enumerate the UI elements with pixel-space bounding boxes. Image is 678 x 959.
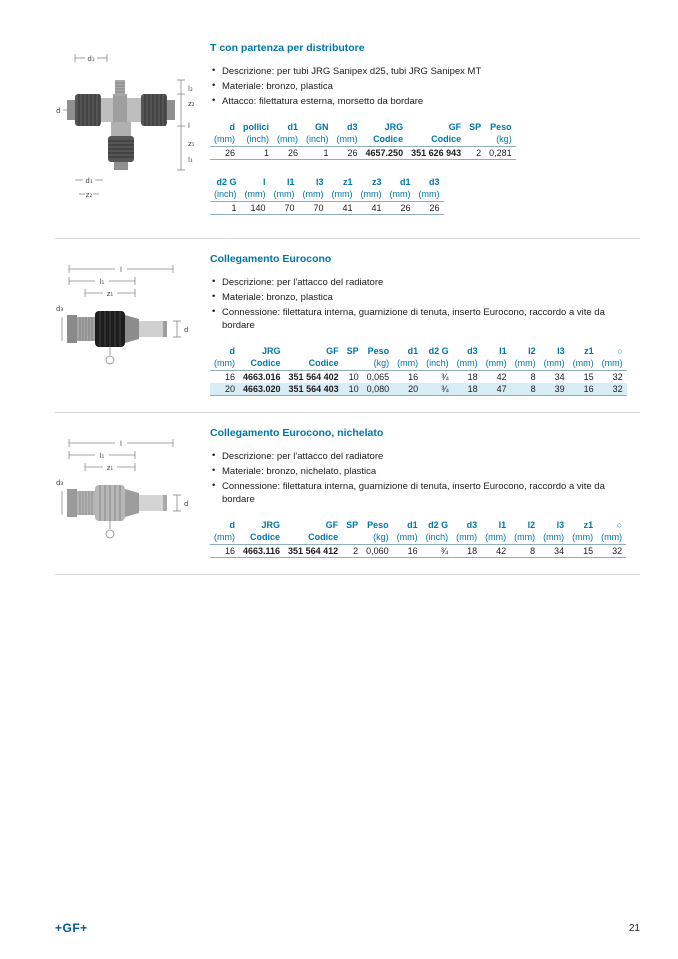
section-heading: T con partenza per distributore [210,42,365,54]
column-header: (inch) [210,188,241,202]
column-header: (mm) [393,531,422,545]
table-row [210,371,627,384]
table-cell: 32 [612,372,623,382]
column-header: ○ [617,346,623,356]
table-cell: 351 626 943 [407,147,465,160]
section-divider [55,574,640,575]
table-cell: 351 564 403 [285,383,343,396]
column-header: d3 [429,177,440,187]
dim-label: d₃ [56,305,64,313]
column-header: JRG [261,520,281,530]
column-header: Peso [490,122,512,132]
dim-label: l₁ [99,278,105,286]
column-header: (mm) [597,531,626,545]
column-header: d2 G [428,346,449,356]
dim-label: l [120,440,122,448]
table-cell: 18 [452,545,481,558]
table-cell: ¾ [422,383,453,396]
dim-label: l [120,266,122,274]
column-header: (mm) [299,188,328,202]
column-header: GN [315,122,329,132]
table-cell: 8 [511,383,540,396]
bullet-item: • Descrizione: per l'attacco del radiatore [210,276,630,289]
column-header: d3 [466,520,478,530]
table-cell: 34 [554,372,565,382]
spec-table-main [210,121,516,160]
dim-label: l₁ [99,452,105,460]
table-cell: 16 [393,545,422,558]
column-header: (inch) [422,531,453,545]
table-row [210,545,626,558]
column-header: pollici [243,122,270,132]
column-header: Peso [367,346,390,356]
technical-drawing-eurocono [55,253,210,376]
table-cell: 26 [415,202,444,215]
column-header: ○ [616,520,623,530]
column-header: (mm) [270,188,299,202]
column-header: (mm) [568,531,597,545]
table-cell: 0,080 [363,383,394,396]
column-header: d [229,520,235,530]
eurocono-nichelato-drawing [55,433,200,545]
table-cell: 351 564 412 [284,545,342,558]
table-cell: 15 [568,545,597,558]
dim-label: z₁ [188,140,195,148]
table-cell: 4663.116 [239,545,284,558]
table-cell: 1 [302,147,333,160]
column-header: (mm) [481,531,510,545]
bullet-item: • Attacco: filettatura esterna, morsetto da bordare [210,95,630,108]
table-cell: 41 [328,202,357,215]
bullet-item: • Descrizione: per tubi JRG Sanipex d25, tubi JRG Sanipex MT [210,65,630,78]
dim-label: z₁ [106,464,114,472]
table-cell: 26 [386,202,415,215]
bullet-item: • Materiale: bronzo, plastica [210,291,630,304]
column-header: d [229,346,235,356]
table-cell: 20 [393,383,422,396]
table-cell: 1 [239,147,273,160]
table-cell: 41 [357,202,386,215]
column-header: d1 [407,520,418,530]
column-header: l [263,177,266,187]
column-header: (mm) [210,133,239,147]
column-header: l1 [498,520,507,530]
dim-label: d₁ [87,55,95,63]
column-header: d2 G [216,177,237,187]
section-divider [55,412,640,413]
dim-label: z₂ [85,191,93,199]
gf-logo: +GF+ [55,921,88,935]
dim-label: z₂ [188,100,195,108]
spec-table-dimensions [210,176,444,215]
table-cell: 26 [210,147,239,160]
column-header [342,531,362,545]
column-header: (mm) [210,531,239,545]
column-header: SP [346,520,359,530]
column-header: Codice [284,531,342,545]
table-cell: 18 [453,383,482,396]
column-header: JRG [384,122,404,132]
table-cell: 26 [273,147,302,160]
table-cell: 42 [481,545,510,558]
column-header: (mm) [386,188,415,202]
eurocono-drawing [55,259,200,371]
column-header: z1 [343,177,353,187]
table-cell: 32 [598,383,627,396]
table-cell: 10 [343,383,363,396]
column-header: (mm) [511,357,540,371]
table-cell: 1 [210,202,241,215]
table-cell: 20 [210,383,239,396]
bullet-list [210,276,630,332]
column-header: z3 [372,177,382,187]
column-header: (mm) [328,188,357,202]
bullet-item: • Connessione: filettatura interna, guarnizione di tenuta, inserto Eurocono, raccordo a vite da bordare [210,306,630,332]
column-header: (inch) [302,133,333,147]
column-header: Codice [239,357,285,371]
column-header: Codice [285,357,343,371]
table-cell: 16 [224,372,235,382]
column-header: d3 [467,346,478,356]
column-header: z1 [583,520,594,530]
column-header: (mm) [482,357,511,371]
bullet-item: • Materiale: bronzo, plastica [210,80,630,93]
dim-label: l₂ [188,85,193,93]
table-row [210,202,444,215]
column-header: GF [325,520,339,530]
column-header: l1 [499,346,507,356]
spec-table-main [210,519,626,558]
table-cell: 18 [467,372,478,382]
section-heading: Collegamento Eurocono, nichelato [210,427,384,439]
column-header: SP [469,122,482,132]
column-header: (inch) [239,133,273,147]
table-cell: 16 [408,372,419,382]
table-cell: 47 [482,383,511,396]
dim-label: d [184,500,189,508]
column-header: (kg) [485,133,516,147]
table-cell: 2 [465,147,485,160]
table-cell: 0,281 [485,147,516,160]
column-header: (mm) [598,357,627,371]
page-number: 21 [628,922,640,934]
table-cell: 16 [569,383,598,396]
table-cell: 0,060 [362,545,393,558]
table-cell: 39 [540,383,569,396]
column-header: GF [326,346,339,356]
column-header: d1 [287,122,299,132]
column-header: l3 [316,177,324,187]
technical-drawing-eurocono-nichelato [55,427,210,550]
table-row [210,147,516,160]
column-header [465,133,485,147]
column-header: d1 [407,346,419,356]
column-header: z1 [584,346,594,356]
column-header: (mm) [453,357,482,371]
column-header: d1 [400,177,411,187]
column-header: l3 [556,520,565,530]
table-cell: 32 [597,545,626,558]
column-header: l1 [287,177,295,187]
table-cell: 2 [342,545,362,558]
table-cell: 26 [333,147,362,160]
table-cell: 34 [539,545,568,558]
section-divider [55,238,640,239]
dim-label: z₁ [106,290,114,298]
column-header: (mm) [452,531,481,545]
table-cell: ¾ [441,372,449,382]
column-header: (mm) [569,357,598,371]
column-header: (mm) [357,188,386,202]
column-header: Codice [362,133,408,147]
section-heading: Collegamento Eurocono [210,253,332,265]
column-header: (mm) [539,531,568,545]
dim-label: d [56,107,61,115]
column-header: Peso [367,520,389,530]
column-header: (mm) [241,188,270,202]
column-header: (mm) [510,531,539,545]
column-header: l2 [528,346,536,356]
table-cell: ¾ [422,545,453,558]
column-header: d [229,122,235,132]
column-header: Codice [407,133,465,147]
column-header: d2 G [428,520,449,530]
column-header: (mm) [333,133,362,147]
table-cell: 0,065 [366,372,390,382]
table-cell: 8 [530,372,536,382]
dim-label: l [188,122,190,130]
column-header: Codice [239,531,284,545]
spec-table-main [210,345,627,396]
table-cell: 10 [348,372,359,382]
dim-label: d [184,326,189,334]
bullet-item: • Materiale: bronzo, nichelato, plastica [210,465,630,478]
table-cell: 70 [299,202,328,215]
table-cell: 16 [210,545,239,558]
table-cell: 4663.020 [239,383,285,396]
column-header: (mm) [210,357,239,371]
column-header: (mm) [393,357,422,371]
bullet-list [210,65,630,108]
table-cell: 4663.016 [243,372,281,382]
page-footer [55,921,640,935]
table-cell: 4657.250 [362,147,408,160]
section-t-distributore [55,42,640,238]
bullet-item: • Connessione: filettatura interna, guarnizione di tenuta, inserto Eurocono, raccordo a vite da bordare [210,480,630,506]
column-header: GF [448,122,462,132]
column-header: l2 [527,520,536,530]
dim-label: d₃ [56,479,64,487]
technical-drawing-t-fitting [55,42,210,218]
section-eurocono-nichelato [55,427,640,574]
column-header: (inch) [422,357,453,371]
column-header: (kg) [362,531,393,545]
t-fitting-drawing [55,48,205,213]
dim-label: l₁ [188,156,193,164]
column-header: (mm) [540,357,569,371]
column-header [343,357,363,371]
dim-label: d₁ [85,177,93,185]
column-header: SP [346,346,359,356]
table-cell: 42 [496,372,507,382]
column-header: JRG [262,346,281,356]
table-row [210,383,627,396]
column-header: d3 [347,122,358,132]
table-cell: 15 [583,372,594,382]
section-eurocono [55,253,640,412]
table-cell: 8 [510,545,539,558]
column-header: (kg) [363,357,394,371]
table-cell: 70 [270,202,299,215]
table-cell: 351 564 402 [288,372,339,382]
bullet-item: • Descrizione: per l'attacco del radiatore [210,450,630,463]
column-header: (mm) [415,188,444,202]
column-header: l3 [557,346,565,356]
bullet-list [210,450,630,506]
column-header: (mm) [273,133,302,147]
table-cell: 140 [241,202,270,215]
